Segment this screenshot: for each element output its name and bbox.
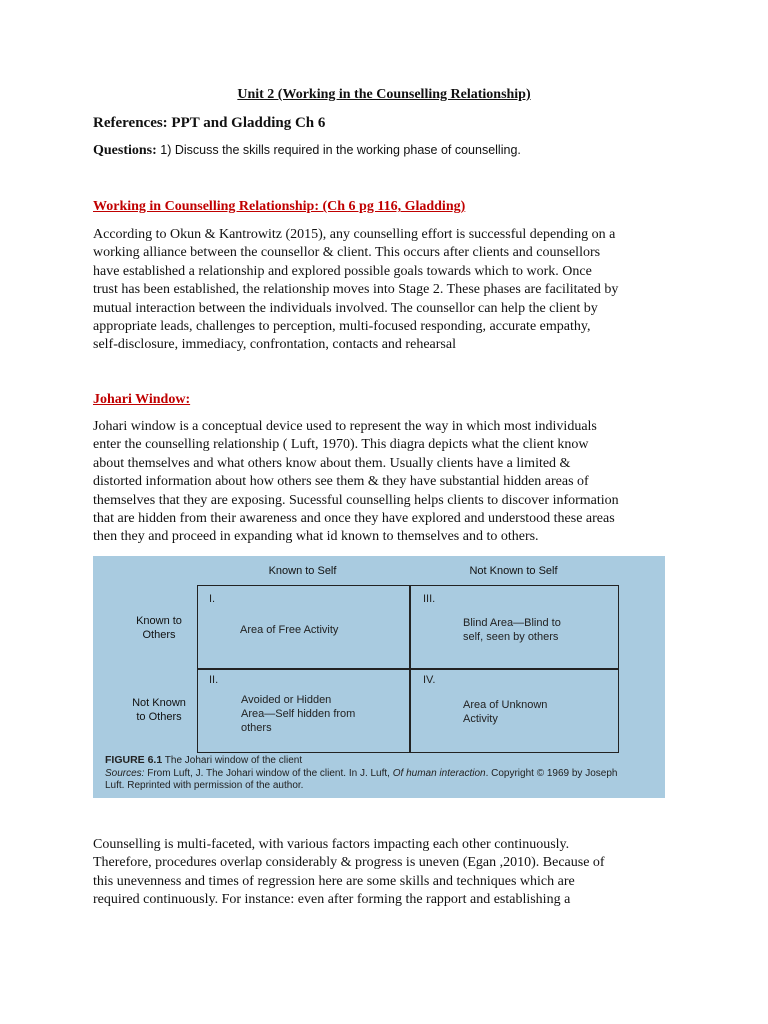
paragraph-line: required continuously. For instance: even after forming the rapport and establishing a [93,892,571,908]
quadrant-hidden-area [198,669,409,753]
paragraph-line: Counselling is multi-faceted, with various factors impacting each other continuously. [93,837,570,852]
column-header-not-known-to-self: Not Known to Self [469,565,558,577]
row-header-line: Not Known [132,697,186,709]
questions-text: 1) Discuss the skills required in the working phase of counselling. [156,143,521,157]
quadrant-number: I. [209,593,216,605]
quadrant-number: IV. [423,674,436,686]
quadrant-blind-area [410,586,620,668]
row-header-line: Others [142,629,176,641]
references-line: References: PPT and Gladding Ch 6 [93,115,326,131]
paragraph-multifaceted [93,836,675,910]
row-header-line: Known to [136,615,182,627]
paragraph-line: about themselves and what others know about them. Usually clients have a limited & [93,455,571,471]
section-heading-working: Working in Counselling Relationship: (Ch 6 pg 116, Gladding) [93,199,466,214]
paragraph-line: themselves that they are exposing. Sucessful counselling helps clients to discover information [93,492,619,508]
johari-grid [197,585,619,753]
section-heading-johari: Johari Window: [93,392,191,407]
caption-sources-line [105,768,655,781]
caption-title-line [105,754,655,768]
paragraph-line: trust has been established, the relationship moves into Stage 2. These phases are facilitated by [93,282,619,298]
quadrant-label-line: Area of Unknown [463,699,548,711]
figure-label: FIGURE 6.1 [105,754,163,766]
row-header-not-known-to-others [111,696,207,724]
quadrant-label-line: Area—Self hidden from [241,708,356,720]
paragraph-johari [93,418,675,547]
quadrant-free-activity [198,586,409,668]
quadrant-label-line: Avoided or Hidden [241,694,332,706]
caption-sources-line-2: Luft. Reprinted with permission of the author. [105,780,304,791]
paragraph-line: Johari window is a conceptual device used to represent the way in which most individuals [93,419,597,434]
paragraph-line: appropriate leads, challenges to perception, multi-focused responding, accurate empathy, [93,319,591,335]
paragraph-line: mutual interaction between the individuals involved. The counsellor can help the client by [93,300,598,316]
figure-caption [105,754,655,793]
quadrant-label-line: Activity [463,713,498,725]
quadrant-label [241,693,355,735]
paragraph-line: According to Okun & Kantrowitz (2015), any counselling effort is successful depending on a [93,227,616,242]
questions-line [93,143,521,159]
figure-title: The Johari window of the client [164,755,303,766]
sources-text-cont: . Copyright © 1969 by Joseph [485,767,618,779]
column-header-known-to-self: Known to Self [268,565,337,577]
paragraph-line: then they and proceed in expanding what id known to themselves and to others. [93,529,539,545]
quadrant-number: II. [209,674,219,686]
row-header-line: to Others [136,711,182,723]
quadrant-label [463,616,561,644]
paragraph-line: working alliance between the counsellor & client. This occurs after clients and counsellors [93,245,601,261]
page-title: Unit 2 (Working in the Counselling Relationship) [237,87,531,102]
quadrant-unknown-activity [410,669,620,753]
row-header-known-to-others [111,614,207,642]
quadrant-label [463,698,547,726]
quadrant-label-line: self, seen by others [463,631,559,643]
johari-window-figure [93,556,665,798]
paragraph-line: enter the counselling relationship ( Luft, 1970). This diagra depicts what the client know [93,437,589,453]
paragraph-line: self-disclosure, immediacy, confrontation, contacts and rehearsal [93,337,456,353]
questions-label: Questions: [93,143,157,158]
paragraph-working-alliance [93,226,675,355]
sources-book-title: Of human interaction [392,767,486,779]
paragraph-line: distorted information about how others see them & they have substantial hidden areas of [93,474,589,490]
paragraph-line: have established a relationship and explored possible goals towards which to work. Once [93,263,592,279]
quadrant-label: Area of Free Activity [240,624,339,636]
sources-label: Sources: [105,767,145,779]
paragraph-line: that are hidden from their awareness and once they have explored and understood these areas [93,511,615,527]
quadrant-label-line: others [241,722,272,734]
paragraph-line: Therefore, procedures overlap considerably & progress is uneven (Egan ,2010). Because of [93,855,605,871]
sources-text: From Luft, J. The Johari window of the client. In J. Luft, [144,767,393,779]
quadrant-number: III. [423,593,436,605]
quadrant-label-line: Blind Area—Blind to [463,617,561,629]
paragraph-line: this unevenness and times of regression here are some skills and techniques which are [93,873,575,889]
